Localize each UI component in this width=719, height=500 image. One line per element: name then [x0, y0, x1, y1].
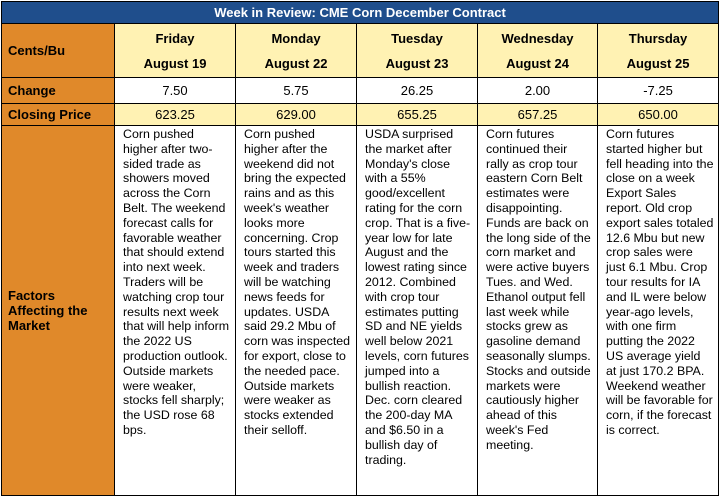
factors-row [2, 126, 719, 496]
header-label-cents-bu: Cents/Bu [2, 24, 115, 78]
factors-label: Factors Affecting the Market [2, 126, 115, 496]
factors-text: USDA surprised the market after Monday's close with a 55% good/excellent rating for the corn crop. That is a five-year low for late August and the lowest rating since 2012. Combined with crop tour estimates putting SD and NE yields well below 2021 levels, corn futures jumped into a bullish reaction. Dec. corn cleared the 200-day MA and $6.50 in a bullish day of trading. [365, 127, 471, 467]
closing-price-value: 623.25 [115, 104, 236, 126]
day-name: Friday [155, 30, 195, 46]
factors-text: Corn futures continued their rally as crop tour eastern Corn Belt estimates were disappointing. Funds are back on the long side of the corn market and were active buyers Tues. and Wed. Ethanol output fell last week while stocks grew as gasoline demand seasonally slumps. Stocks and outside markets were cautiously higher ahead of this week's Fed meeting. [486, 127, 591, 452]
factors-wednesday [478, 126, 598, 496]
factors-text: Corn pushed higher after the weekend did not bring the expected rains and as this week's weather looks more concerning. Crop tours started this week and traders will be watching news feeds for updates. USDA said 29.2 Mbu of corn was inspected for export, close to the needed pace. Outside markets were weaker as stocks extended their selloff. [244, 127, 351, 437]
header-friday [115, 24, 236, 78]
header-wednesday [478, 24, 598, 78]
day-date: August 24 [506, 55, 569, 71]
day-name: Thursday [628, 30, 688, 46]
title-row [2, 2, 719, 24]
day-name: Tuesday [391, 30, 443, 46]
header-thursday [598, 24, 719, 78]
day-date: August 23 [385, 55, 449, 71]
factors-monday [236, 126, 357, 496]
factors-thursday [598, 126, 719, 496]
header-tuesday [357, 24, 478, 78]
factors-tuesday [357, 126, 478, 496]
change-row [2, 78, 719, 104]
factors-text: Corn futures started higher but fell heading into the close on a week Export Sales report. Old crop export sales totaled 12.6 Mbu but new crop sales were just 6.1 Mbu. Crop tour results for IA and IL were below year-ago levels, with one firm putting the 2022 US average yield at just 170.2 BPA. Weekend weather will be favorable for corn, if the forecast is correct. [606, 127, 714, 437]
closing-price-value: 629.00 [236, 104, 357, 126]
day-name: Wednesday [501, 30, 574, 46]
closing-price-row [2, 104, 719, 126]
change-value: -7.25 [598, 78, 719, 104]
change-value: 2.00 [478, 78, 598, 104]
closing-price-label: Closing Price [2, 104, 115, 126]
change-value: 5.75 [236, 78, 357, 104]
closing-price-value: 650.00 [598, 104, 719, 126]
day-date: August 25 [626, 55, 690, 71]
factors-friday [115, 126, 236, 496]
day-date: August 22 [264, 55, 328, 71]
day-date: August 19 [143, 55, 207, 71]
header-monday [236, 24, 357, 78]
change-label: Change [2, 78, 115, 104]
closing-price-value: 657.25 [478, 104, 598, 126]
change-value: 7.50 [115, 78, 236, 104]
closing-price-value: 655.25 [357, 104, 478, 126]
factors-text: Corn pushed higher after two-sided trade as showers moved across the Corn Belt. The weekend forecast calls for favorable weather that should extend into next week. Traders will be watching crop tour results next week that will help inform the 2022 US production outlook. Outside markets were weaker, stocks fell sharply; the USD rose 68 bps. [123, 127, 230, 437]
change-value: 26.25 [357, 78, 478, 104]
day-name: Monday [271, 30, 321, 46]
table-title: Week in Review: CME Corn December Contract [2, 2, 719, 24]
header-row [2, 24, 719, 78]
corn-review-table [1, 1, 719, 496]
